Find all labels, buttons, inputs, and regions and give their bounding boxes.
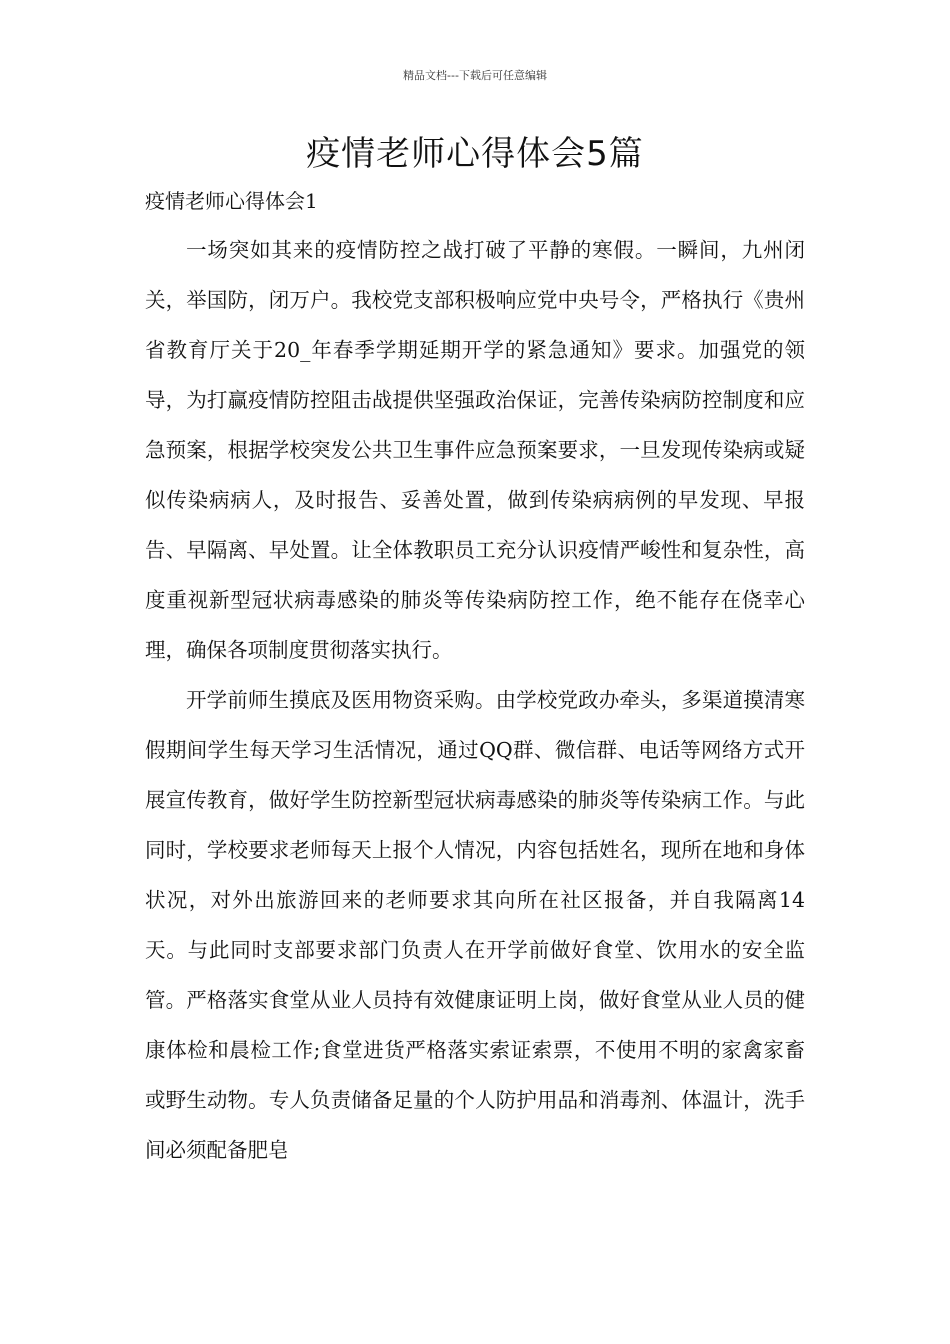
paragraph-1: 一场突如其来的疫情防控之战打破了平静的寒假。一瞬间，九州闭关，举国防，闭万户。我校党支部积极响应党中央号令，严格执行《贵州省教育厅关于20_年春季学期延期开学的紧急通知》要求。加强党的领导，为打赢疫情防控阻击战提供坚强政治保证，完善传染病防控制度和应急预案，根据学校突发公共卫生事件应急预案要求，一旦发现传染病或疑似传染病病人，及时报告、妥善处置，做到传染病病例的早发现、早报告、早隔离、早处置。让全体教职员工充分认识疫情严峻性和复杂性，高度重视新型冠状病毒感染的肺炎等传染病防控工作，绝不能存在侥幸心理，确保各项制度贯彻落实执行。 [145,238,805,662]
document-title: 疫情老师心得体会5篇 [306,134,644,174]
section-heading: 疫情老师心得体会1 [145,189,318,213]
header-note: 精品文档---下载后可任意编辑 [403,69,547,82]
body-text [145,225,805,1175]
paragraph-2: 开学前师生摸底及医用物资采购。由学校党政办牵头，多渠道摸清寒假期间学生每天学习生活情况，通过QQ群、微信群、电话等网络方式开展宣传教育，做好学生防控新型冠状病毒感染的肺炎等传染病工作。与此同时，学校要求老师每天上报个人情况，内容包括姓名，现所在地和身体状况，对外出旅游回来的老师要求其向所在社区报备，并自我隔离14天。与此同时支部要求部门负责人在开学前做好食堂、饮用水的安全监管。严格落实食堂从业人员持有效健康证明上岗，做好食堂从业人员的健康体检和晨检工作;食堂进货严格落实索证索票，不使用不明的家禽家畜或野生动物。专人负责储备足量的个人防护用品和消毒剂、体温计，洗手间必须配备肥皂 [145,688,805,1162]
